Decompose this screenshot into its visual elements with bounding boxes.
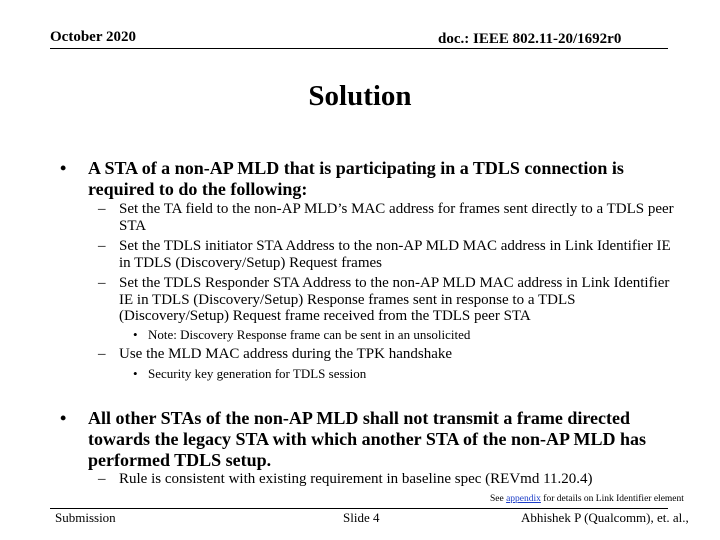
sub-1-4-text: Use the MLD MAC address during the TPK handshake [119, 346, 453, 362]
sub-2-1-text: Rule is consistent with existing requirement in baseline spec (REVmd 11.20.4) [119, 471, 593, 487]
note-1-text: Note: Discovery Response frame can be sent in an unsolicited [148, 327, 471, 342]
header-date: October 2020 [50, 29, 136, 45]
sub-1-2-dash: – [98, 238, 106, 254]
sub-1-3-text: Set the TDLS Responder STA Address to the non-AP MLD MAC address in Link Identifier IE in TDLS (Discovery/Setup) Response frames sent in response to a TDLS (Discovery/Setup) Request frame received from the TDLS peer STA [119, 275, 670, 324]
note-2-text: Security key generation for TDLS session [148, 366, 367, 381]
header-rule [50, 48, 668, 49]
sub-1-2-text: Set the TDLS initiator STA Address to the non-AP MLD MAC address in Link Identifier IE in TDLS (Discovery/Setup) Request frames [119, 238, 671, 271]
footer-slide-number: Slide 4 [343, 510, 380, 525]
bullet-2-marker: • [60, 408, 67, 428]
slide-title: Solution [308, 80, 412, 112]
header-doc-id: doc.: IEEE 802.11-20/1692r0 [438, 31, 622, 47]
bullet-1-marker: • [60, 158, 67, 178]
sub-1-4-dash: – [98, 346, 106, 362]
sub-2-1-dash: – [98, 471, 106, 487]
appendix-note [490, 494, 684, 504]
sub-1-3-dash: – [98, 275, 106, 291]
footer-rule [50, 508, 668, 509]
bullet-1-text: A STA of a non-AP MLD that is participating in a TDLS connection is required to do the following: [88, 158, 624, 199]
appendix-note-prefix: See [490, 494, 507, 504]
sub-1-1-dash: – [98, 201, 106, 217]
appendix-note-suffix: for details on Link Identifier element [540, 494, 684, 504]
sub-1-1-text: Set the TA field to the non-AP MLD’s MAC address for frames sent directly to a TDLS peer STA [119, 201, 674, 234]
note-2-marker: • [133, 366, 138, 381]
note-1-marker: • [133, 327, 138, 342]
footer-submission: Submission [55, 510, 116, 525]
bullet-2-text: All other STAs of the non-AP MLD shall not transmit a frame directed towards the legacy STA with which another STA of the non-AP MLD has performed TDLS setup. [88, 408, 647, 470]
footer-author: Abhishek P (Qualcomm), et. al., [521, 510, 689, 525]
appendix-link[interactable]: appendix [506, 494, 541, 504]
